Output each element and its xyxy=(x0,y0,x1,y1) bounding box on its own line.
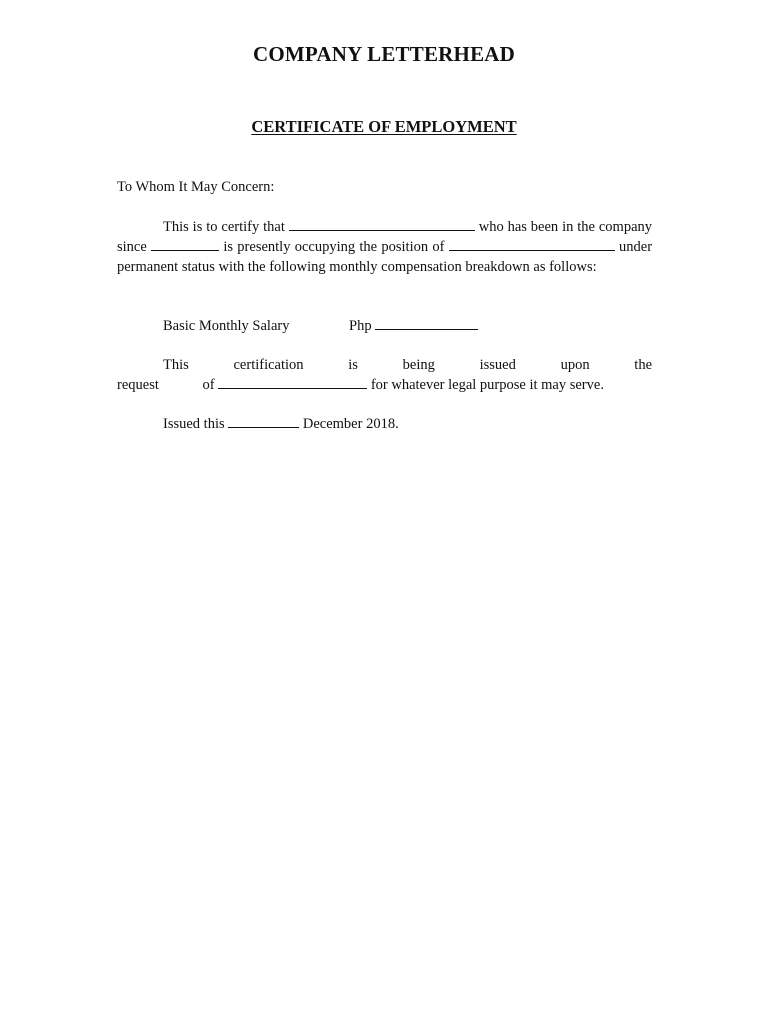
request-paragraph xyxy=(117,355,652,395)
salary-amount-blank[interactable] xyxy=(375,316,478,330)
para1-part2: who has been in the company since xyxy=(117,219,653,255)
company-letterhead: COMPANY LETTERHEAD xyxy=(252,42,516,66)
certificate-title: CERTIFICATE OF EMPLOYMENT xyxy=(251,117,517,136)
salary-label: Basic Monthly Salary xyxy=(163,318,290,334)
issued-suffix: December 2018. xyxy=(302,416,399,432)
certification-paragraph xyxy=(117,217,652,277)
para1-part4: under permanent status with the following monthly compensation breakdown as follows: xyxy=(117,239,653,275)
start-date-blank[interactable] xyxy=(151,237,219,251)
employee-name-blank[interactable] xyxy=(289,217,475,231)
para1-part3: is presently occupying the position of xyxy=(223,239,445,255)
para2-part1: This certification is being issued upon the request of xyxy=(117,357,652,393)
issued-prefix: Issued this xyxy=(163,416,225,432)
salutation: To Whom It May Concern: xyxy=(117,179,275,195)
requester-blank[interactable] xyxy=(218,375,367,389)
para1-part1: This is to certify that xyxy=(163,219,285,235)
issued-day-blank[interactable] xyxy=(228,414,299,428)
position-blank[interactable] xyxy=(449,237,615,251)
salary-row xyxy=(163,316,478,335)
issued-date-line xyxy=(163,414,399,433)
salary-currency: Php xyxy=(349,318,372,334)
para2-part2: for whatever legal purpose it may serve. xyxy=(370,377,604,393)
